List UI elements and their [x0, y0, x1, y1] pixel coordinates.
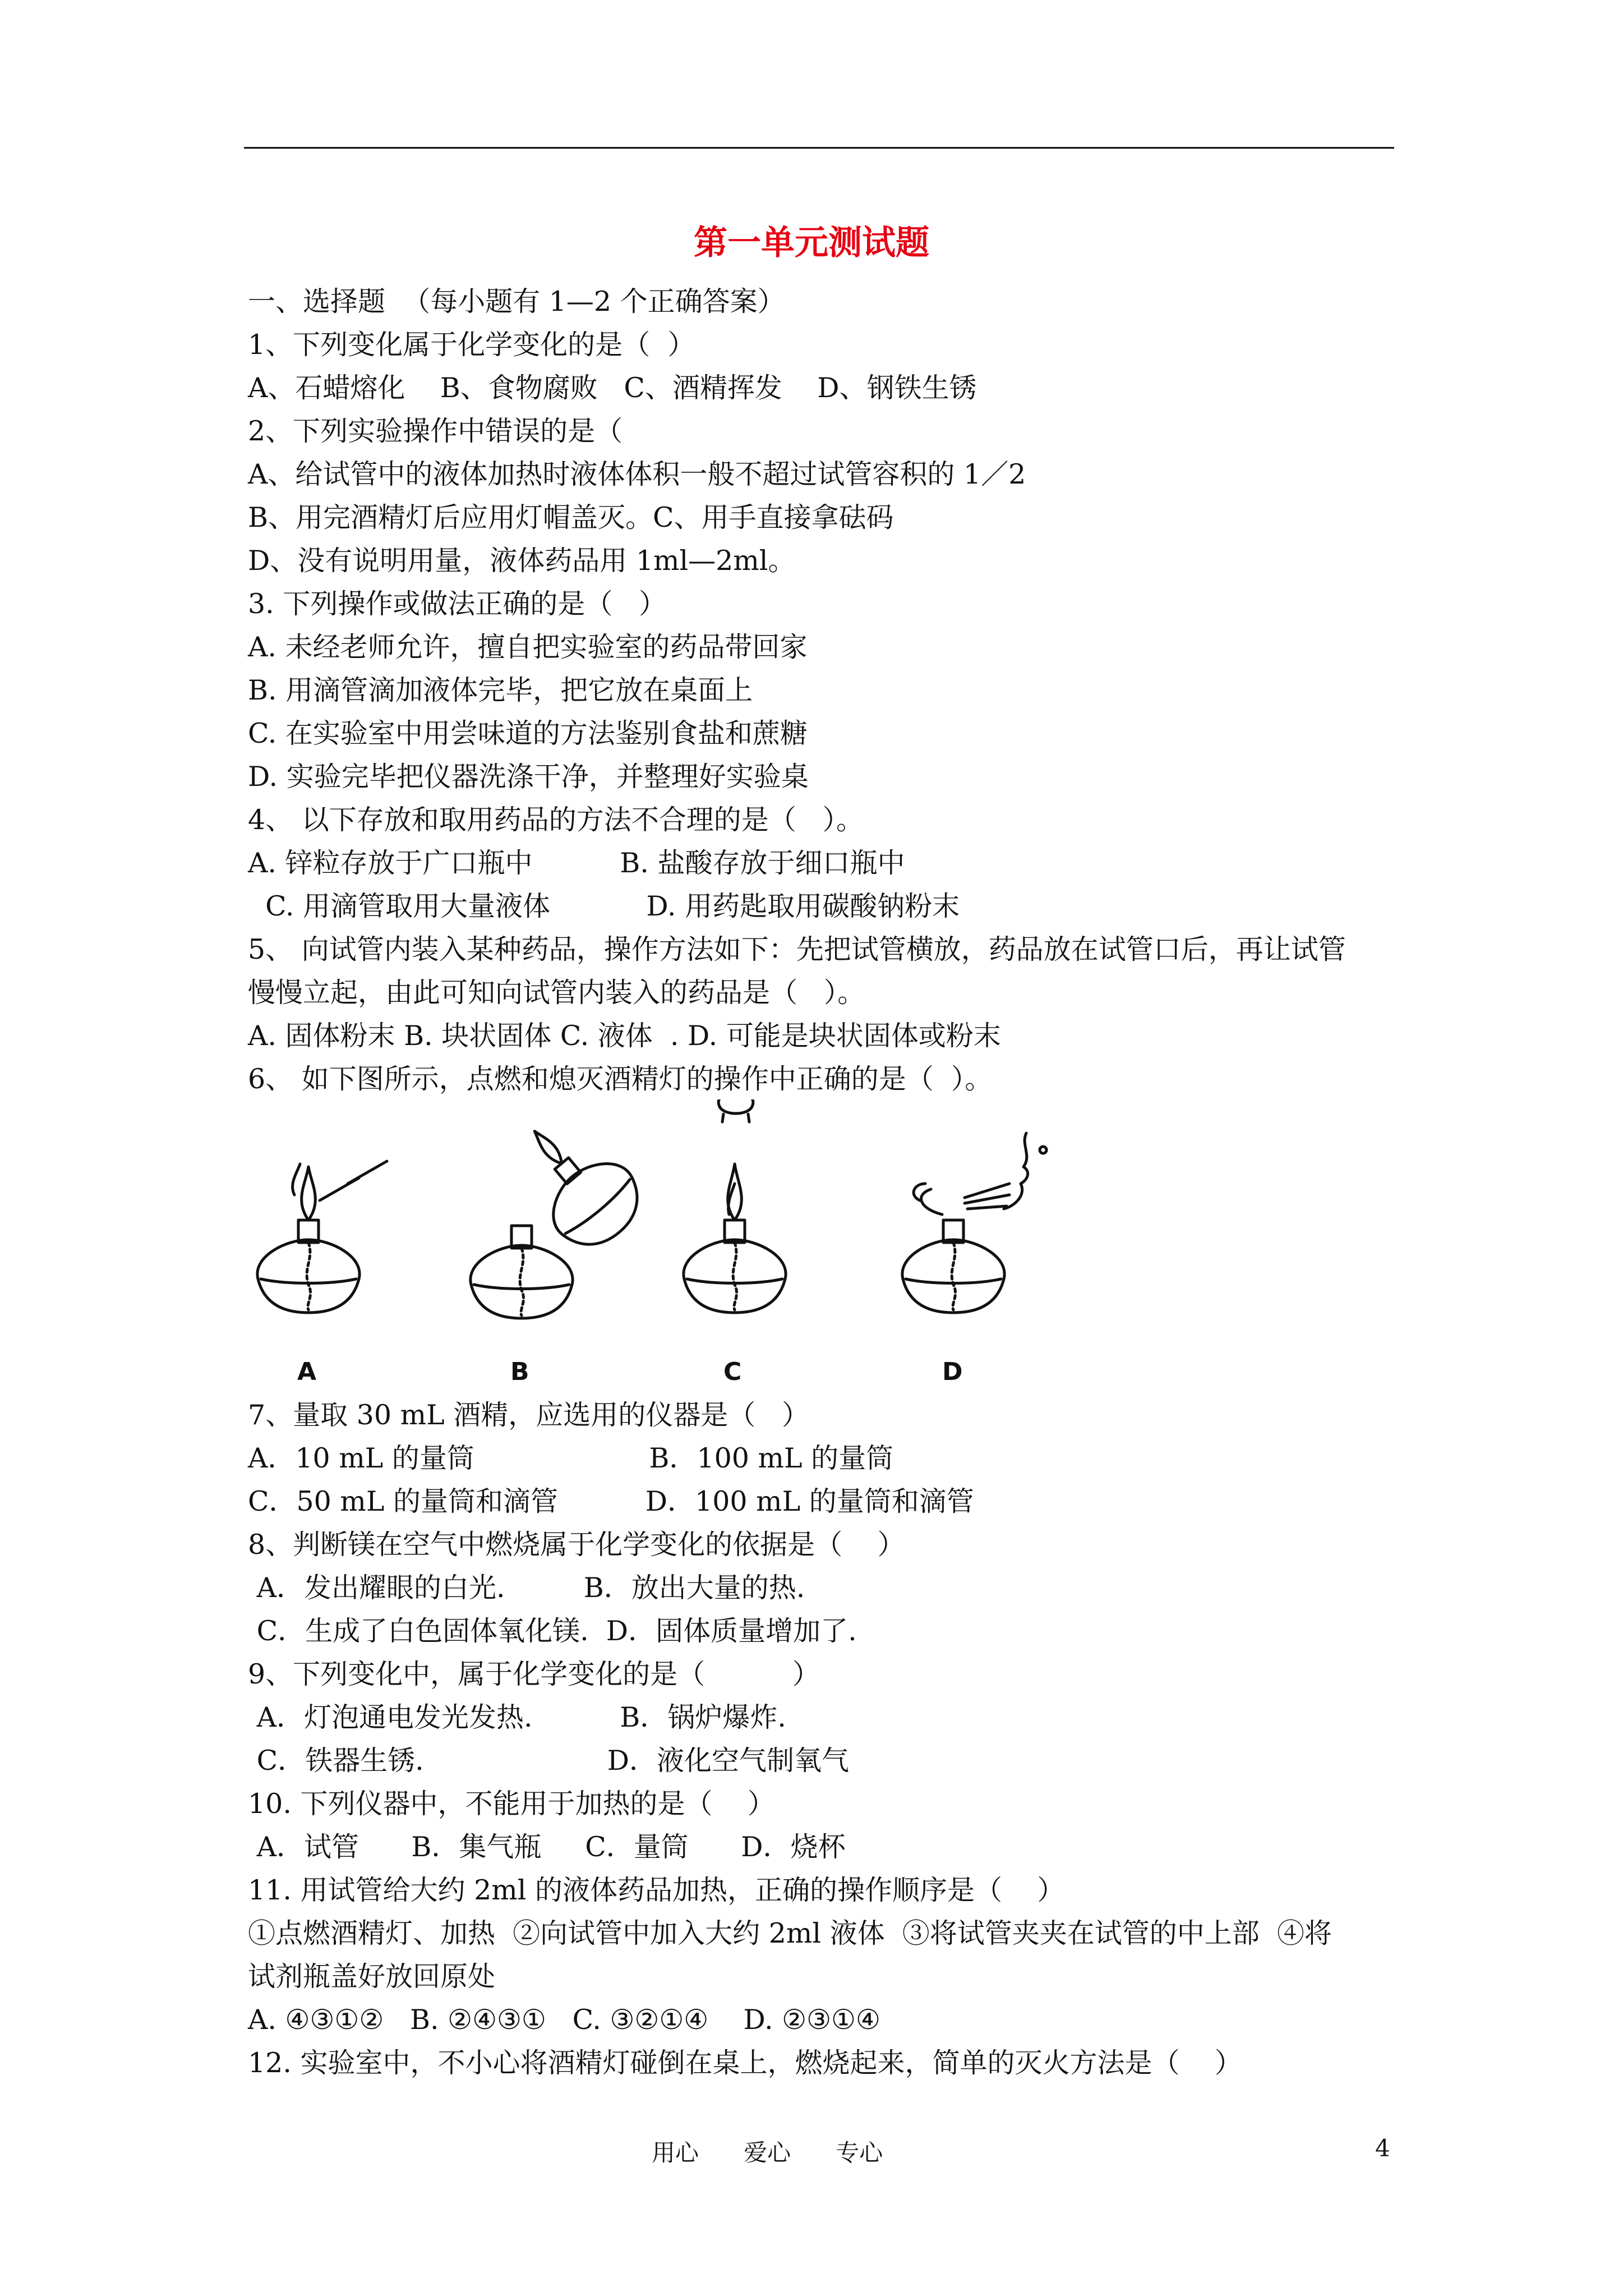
option-line: A．试管 B．集气瓶 C．量筒 D．烧杯: [248, 1831, 846, 1863]
alcohol-lamp-figure: [241, 1099, 1082, 1391]
option-line: D. 实验完毕把仪器洗涤干净，并整理好实验桌: [248, 761, 809, 793]
footer-motto: 用心 爱心 专心: [652, 2139, 883, 2166]
lamp-c-drawing: [684, 1164, 786, 1313]
question-line: 4、 以下存放和取用药品的方法不合理的是（ ）。: [248, 804, 864, 836]
question-line: ①点燃酒精灯、加热 ②向试管中加入大约 2ml 液体 ③将试管夹夹在试管的中上部 ④将: [248, 1917, 1332, 1949]
page-number: 4: [1375, 2134, 1390, 2162]
option-line: C．50 mL 的量筒和滴管 D．100 mL 的量筒和滴管: [248, 1485, 974, 1517]
page-title: 第一单元测试题: [694, 223, 929, 263]
question-line: 11. 用试管给大约 2ml 的液体药品加热，正确的操作顺序是（ ）: [248, 1874, 1065, 1906]
section-heading: 一、选择题 （每小题有 1—2 个正确答案）: [248, 286, 785, 318]
question-line: 8、判断镁在空气中燃烧属于化学变化的依据是（ ）: [248, 1529, 905, 1561]
option-line: A．发出耀眼的白光. B．放出大量的热.: [248, 1572, 805, 1604]
option-line: A、给试管中的液体加热时液体体积一般不超过试管容积的 1／2: [248, 458, 1026, 490]
lamp-a-drawing: [257, 1161, 387, 1313]
header-rule: [244, 147, 1394, 149]
question-line: 10. 下列仪器中，不能用于加热的是（ ）: [248, 1788, 775, 1820]
alcohol-lamp-illustration: [241, 1099, 1082, 1391]
option-line: A. 未经老师允许，擅自把实验室的药品带回家: [248, 631, 808, 663]
option-line: B、用完酒精灯后应用灯帽盖灭。C、用手直接拿砝码: [248, 501, 894, 533]
option-line: A．10 mL 的量筒 B．100 mL 的量筒: [248, 1442, 894, 1474]
option-line: A．灯泡通电发光发热. B．锅炉爆炸.: [248, 1701, 786, 1733]
option-line: A. ④③①② B. ②④③① C. ③②①④ D. ②③①④: [248, 2004, 880, 2036]
option-line: C．生成了白色固体氧化镁. D．固体质量增加了.: [248, 1615, 857, 1647]
question-line: 1、下列变化属于化学变化的是（ ）: [248, 329, 695, 361]
question-line: 12. 实验室中，不小心将酒精灯碰倒在桌上，燃烧起来，简单的灭火方法是（ ）: [248, 2047, 1242, 2079]
lamp-cap-drawing: [718, 1099, 753, 1122]
question-line: 7、量取 30 mL 酒精，应选用的仪器是（ ）: [248, 1399, 809, 1431]
option-line: A、石蜡熔化 B、食物腐败 C、酒精挥发 D、钢铁生锈: [248, 372, 977, 404]
figure-label-a: A: [297, 1358, 317, 1386]
option-line: A. 锌粒存放于广口瓶中 B. 盐酸存放于细口瓶中: [248, 847, 905, 879]
figure-label-b: B: [510, 1358, 529, 1386]
question-line: 2、下列实验操作中错误的是（: [248, 415, 623, 447]
option-line: C. 用滴管取用大量液体 D. 用药匙取用碳酸钠粉末: [248, 890, 960, 922]
option-line: A. 固体粉末 B. 块状固体 C. 液体 . D. 可能是块状固体或粉末: [248, 1020, 1001, 1052]
option-line: C．铁器生锈. D．液化空气制氧气: [248, 1745, 850, 1777]
question-line: 9、下列变化中，属于化学变化的是（ ）: [248, 1658, 820, 1690]
question-line: 5、 向试管内装入某种药品，操作方法如下：先把试管横放，药品放在试管口后，再让试管: [248, 933, 1346, 965]
option-line: B. 用滴管滴加液体完毕，把它放在桌面上: [248, 674, 753, 706]
figure-label-c: C: [723, 1358, 742, 1386]
lamp-b-drawing: [471, 1102, 654, 1318]
question-line: 试剂瓶盖好放回原处: [248, 1961, 496, 1993]
lamp-d-drawing: [902, 1133, 1046, 1313]
question-line: 慢慢立起，由此可知向试管内装入的药品是（ ）。: [248, 977, 865, 1009]
option-line: D、没有说明用量，液体药品用 1ml—2ml。: [248, 545, 796, 577]
question-line: 6、 如下图所示，点燃和熄灭酒精灯的操作中正确的是（ ）。: [248, 1063, 993, 1095]
figure-label-d: D: [942, 1358, 963, 1386]
question-line: 3. 下列操作或做法正确的是（ ）: [248, 588, 667, 620]
option-line: C. 在实验室中用尝味道的方法鉴别食盐和蔗糖: [248, 717, 808, 749]
